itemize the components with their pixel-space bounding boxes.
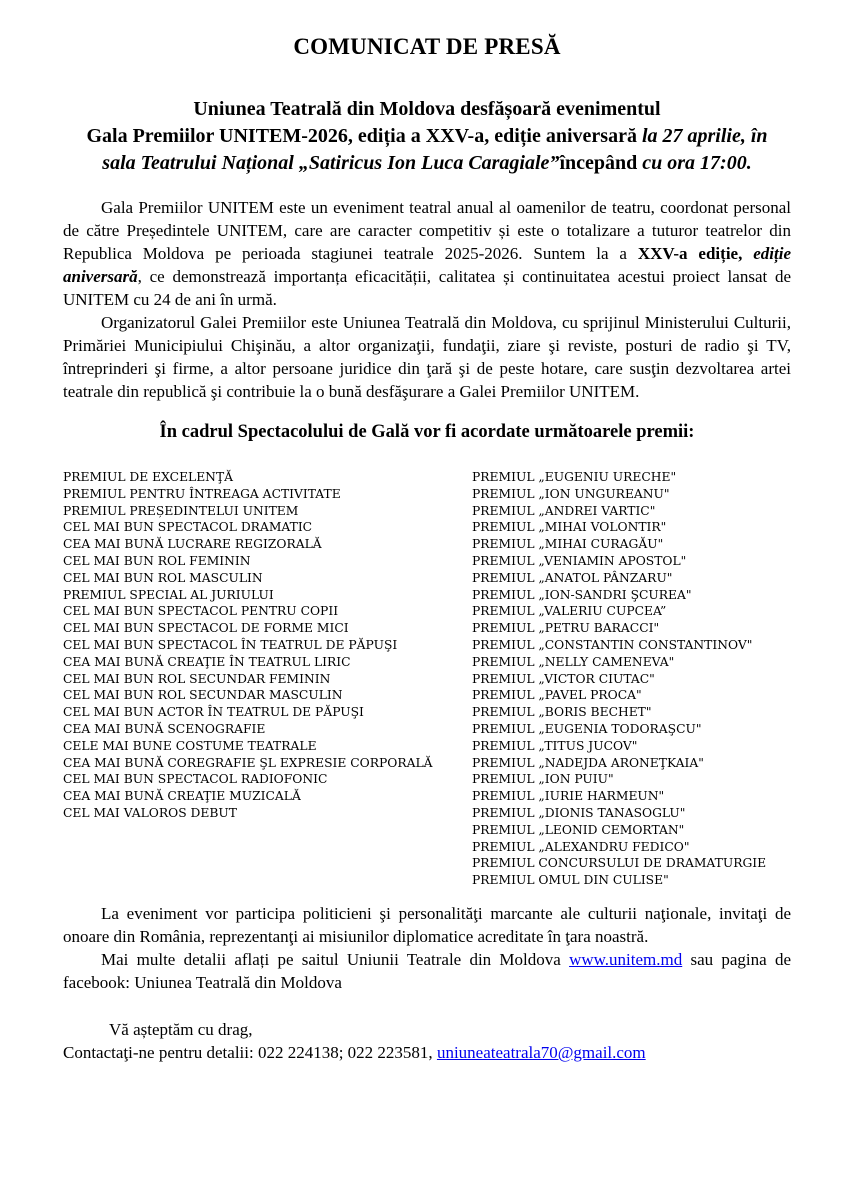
page-title: COMUNICAT DE PRESĂ (293, 34, 561, 59)
award-list-item: PREMIUL „ION-SANDRI ŞCUREA" (472, 587, 692, 602)
award-list-item: CEL MAI VALOROS DEBUT (63, 805, 237, 820)
awards-column-left (63, 469, 472, 889)
award-list-item: CEA MAI BUNĂ LUCRARE REGIZORALĂ (63, 537, 322, 552)
subtitle-line-2: Gala Premiilor UNITEM-2026, ediția a XXV-a, ediție aniversară la 27 aprilie, în (86, 125, 768, 147)
award-list-item: PREMIUL „IURIE HARMEUN" (472, 789, 665, 804)
award-list-item: CELE MAI BUNE COSTUME TEATRALE (63, 738, 317, 753)
award-list-item: CEL MAI BUN ROL SECUNDAR MASCULIN (63, 688, 343, 703)
award-list-item: PREMIUL „ANDREI VARTIC" (472, 503, 656, 518)
award-list-item: PREMIUL PREȘEDINTELUI UNITEM (63, 503, 299, 518)
award-list-item: PREMIUL „ALEXANDRU FEDICO" (472, 839, 690, 854)
award-list-item: CEA MAI BUNĂ COREGRAFIE ŞL EXPRESIE CORPORALĂ (63, 755, 433, 770)
award-list-item: PREMIUL „BORIS BECHET" (472, 705, 652, 720)
paragraph-gala-description: Gala Premiilor UNITEM este un eveniment teatral anual al oamenilor de teatru, coordonat personal de către Președintele UNITEM, care are caracter competitiv și este o totalizare a tuturor teatrelor din Republica Moldova pe perioada stagiunei teatrale 2025-2026. Suntem la a XXV-a ediție, ediție aniversară, ce demonstrează importanța eficacității, calitatea și continuitatea acestui proiect lansat de UNITEM cu 24 de ani în urmă. (63, 198, 791, 309)
paragraph-guests: La eveniment vor participa politicieni şi personalităţi marcante ale culturii naţionale, invitaţi de onoare din România, reprezentanţi ai misiunilor diplomatice acreditate în ţara noastră. (63, 903, 791, 946)
award-list-item: CEA MAI BUNĂ CREAŢIE MUZICALĂ (63, 789, 301, 804)
award-list-item: CEL MAI BUN SPECTACOL DRAMATIC (63, 520, 313, 535)
email-link[interactable]: uniuneateatrala70@gmail.com (436, 1042, 646, 1062)
award-list-item: CEL MAI BUN ROL FEMININ (63, 553, 251, 568)
award-list-item: CEA MAI BUNĂ SCENOGRAFIE (63, 721, 266, 736)
award-list-item: PREMIUL „VENIAMIN APOSTOL" (472, 553, 687, 568)
award-list-item: PREMIUL „VALERIU CUPCEA” (472, 604, 667, 619)
award-list-item: CEL MAI BUN SPECTACOL PENTRU COPII (63, 604, 339, 619)
award-list-item: CEL MAI BUN ROL MASCULIN (63, 570, 263, 585)
awards-list (63, 469, 791, 889)
award-list-item: PREMIUL „EUGENIA TODORAŞCU" (472, 721, 702, 736)
subtitle-line-3: sala Teatrului Național „Satiricus Ion Luca Caragiale”începând cu ora 17:00. (102, 152, 752, 174)
award-list-item: PREMIUL „ANATOL PÂNZARU" (472, 570, 673, 585)
award-list-item: CEL MAI BUN SPECTACOL RADIOFONIC (63, 772, 328, 787)
award-list-item: PREMIUL „PETRU BARACCI" (472, 621, 660, 636)
award-list-item: CEA MAI BUNĂ CREAŢIE ÎN TEATRUL LIRIC (63, 654, 351, 669)
award-list-item: PREMIUL OMUL DIN CULISE" (472, 873, 669, 888)
award-list-item: PREMIUL CONCURSULUI DE DRAMATURGIE (472, 856, 767, 871)
award-list-item: PREMIUL „LEONID CEMORTAN" (472, 822, 685, 837)
event-subtitle (63, 96, 791, 177)
contact-line: Contactaţi-ne pentru detalii: 022 224138; 022 223581, uniuneateatrala70@gmail.com (63, 1042, 646, 1062)
award-list-item: PREMIUL DE EXCELENŢĂ (63, 470, 234, 484)
subtitle-line-1: Uniunea Teatrală din Moldova desfășoară evenimentul (193, 98, 661, 120)
paragraph-organizer: Organizatorul Galei Premiilor este Uniunea Teatrală din Moldova, cu sprijinul Ministerului Culturii, Primăriei Municipiului Chişinău, a altor organizaţii, fundaţii, ziare şi reviste, posturi de radio şi TV, întreprinderi şi firme, a altor persoane juridice din ţară şi de peste hotare, care susţin dezvoltarea artei teatrale din republică şi contribuie la o bună desfăşurare a Galei Premiilor UNITEM. (63, 313, 791, 401)
award-list-item: CEL MAI BUN ROL SECUNDAR FEMININ (63, 671, 331, 686)
award-list-item: CEL MAI BUN SPECTACOL ÎN TEATRUL DE PĂPUŞI (63, 637, 398, 652)
award-list-item: PREMIUL „MIHAI VOLONTIR" (472, 520, 667, 535)
award-list-item: PREMIUL PENTRU ÎNTREAGA ACTIVITATE (63, 486, 341, 501)
award-list-item: CEL MAI BUN SPECTACOL DE FORME MICI (63, 621, 349, 636)
award-list-item: CEL MAI BUN ACTOR ÎN TEATRUL DE PĂPUŞI (63, 705, 364, 720)
award-list-item: PREMIUL „CONSTANTIN CONSTANTINOV" (472, 637, 753, 652)
award-list-item: PREMIUL „PAVEL PROCA" (472, 688, 642, 703)
award-list-item: PREMIUL SPECIAL AL JURIULUI (63, 587, 274, 602)
awards-column-right (472, 469, 791, 889)
award-list-item: PREMIUL „MIHAI CURAGĂU" (472, 537, 664, 552)
award-list-item: PREMIUL „EUGENIU URECHE" (472, 470, 677, 484)
award-list-item: PREMIUL „DIONIS TANASOGLU" (472, 805, 686, 820)
award-list-item: PREMIUL „NELLY CAMENEVA" (472, 654, 675, 669)
paragraph-more-details: Mai multe detalii aflați pe saitul Uniunii Teatrale din Moldova www.unitem.md sau pagina de facebook: Uniunea Teatrală din Moldova (63, 949, 791, 992)
award-list-item: PREMIUL „VICTOR CIUTAC" (472, 671, 655, 686)
awards-section-heading: În cadrul Spectacolului de Gală vor fi acordate următoarele premii: (159, 422, 695, 442)
award-list-item: PREMIUL „ION PUIU" (472, 772, 614, 787)
award-list-item: PREMIUL „TITUS JUCOV" (472, 738, 638, 753)
closing-greeting: Vă așteptăm cu drag, (109, 1019, 253, 1039)
award-list-item: PREMIUL „ION UNGUREANU" (472, 486, 670, 501)
website-link[interactable]: www.unitem.md (569, 949, 683, 969)
award-list-item: PREMIUL „NADEJDA ARONEŢKAIA" (472, 755, 704, 770)
